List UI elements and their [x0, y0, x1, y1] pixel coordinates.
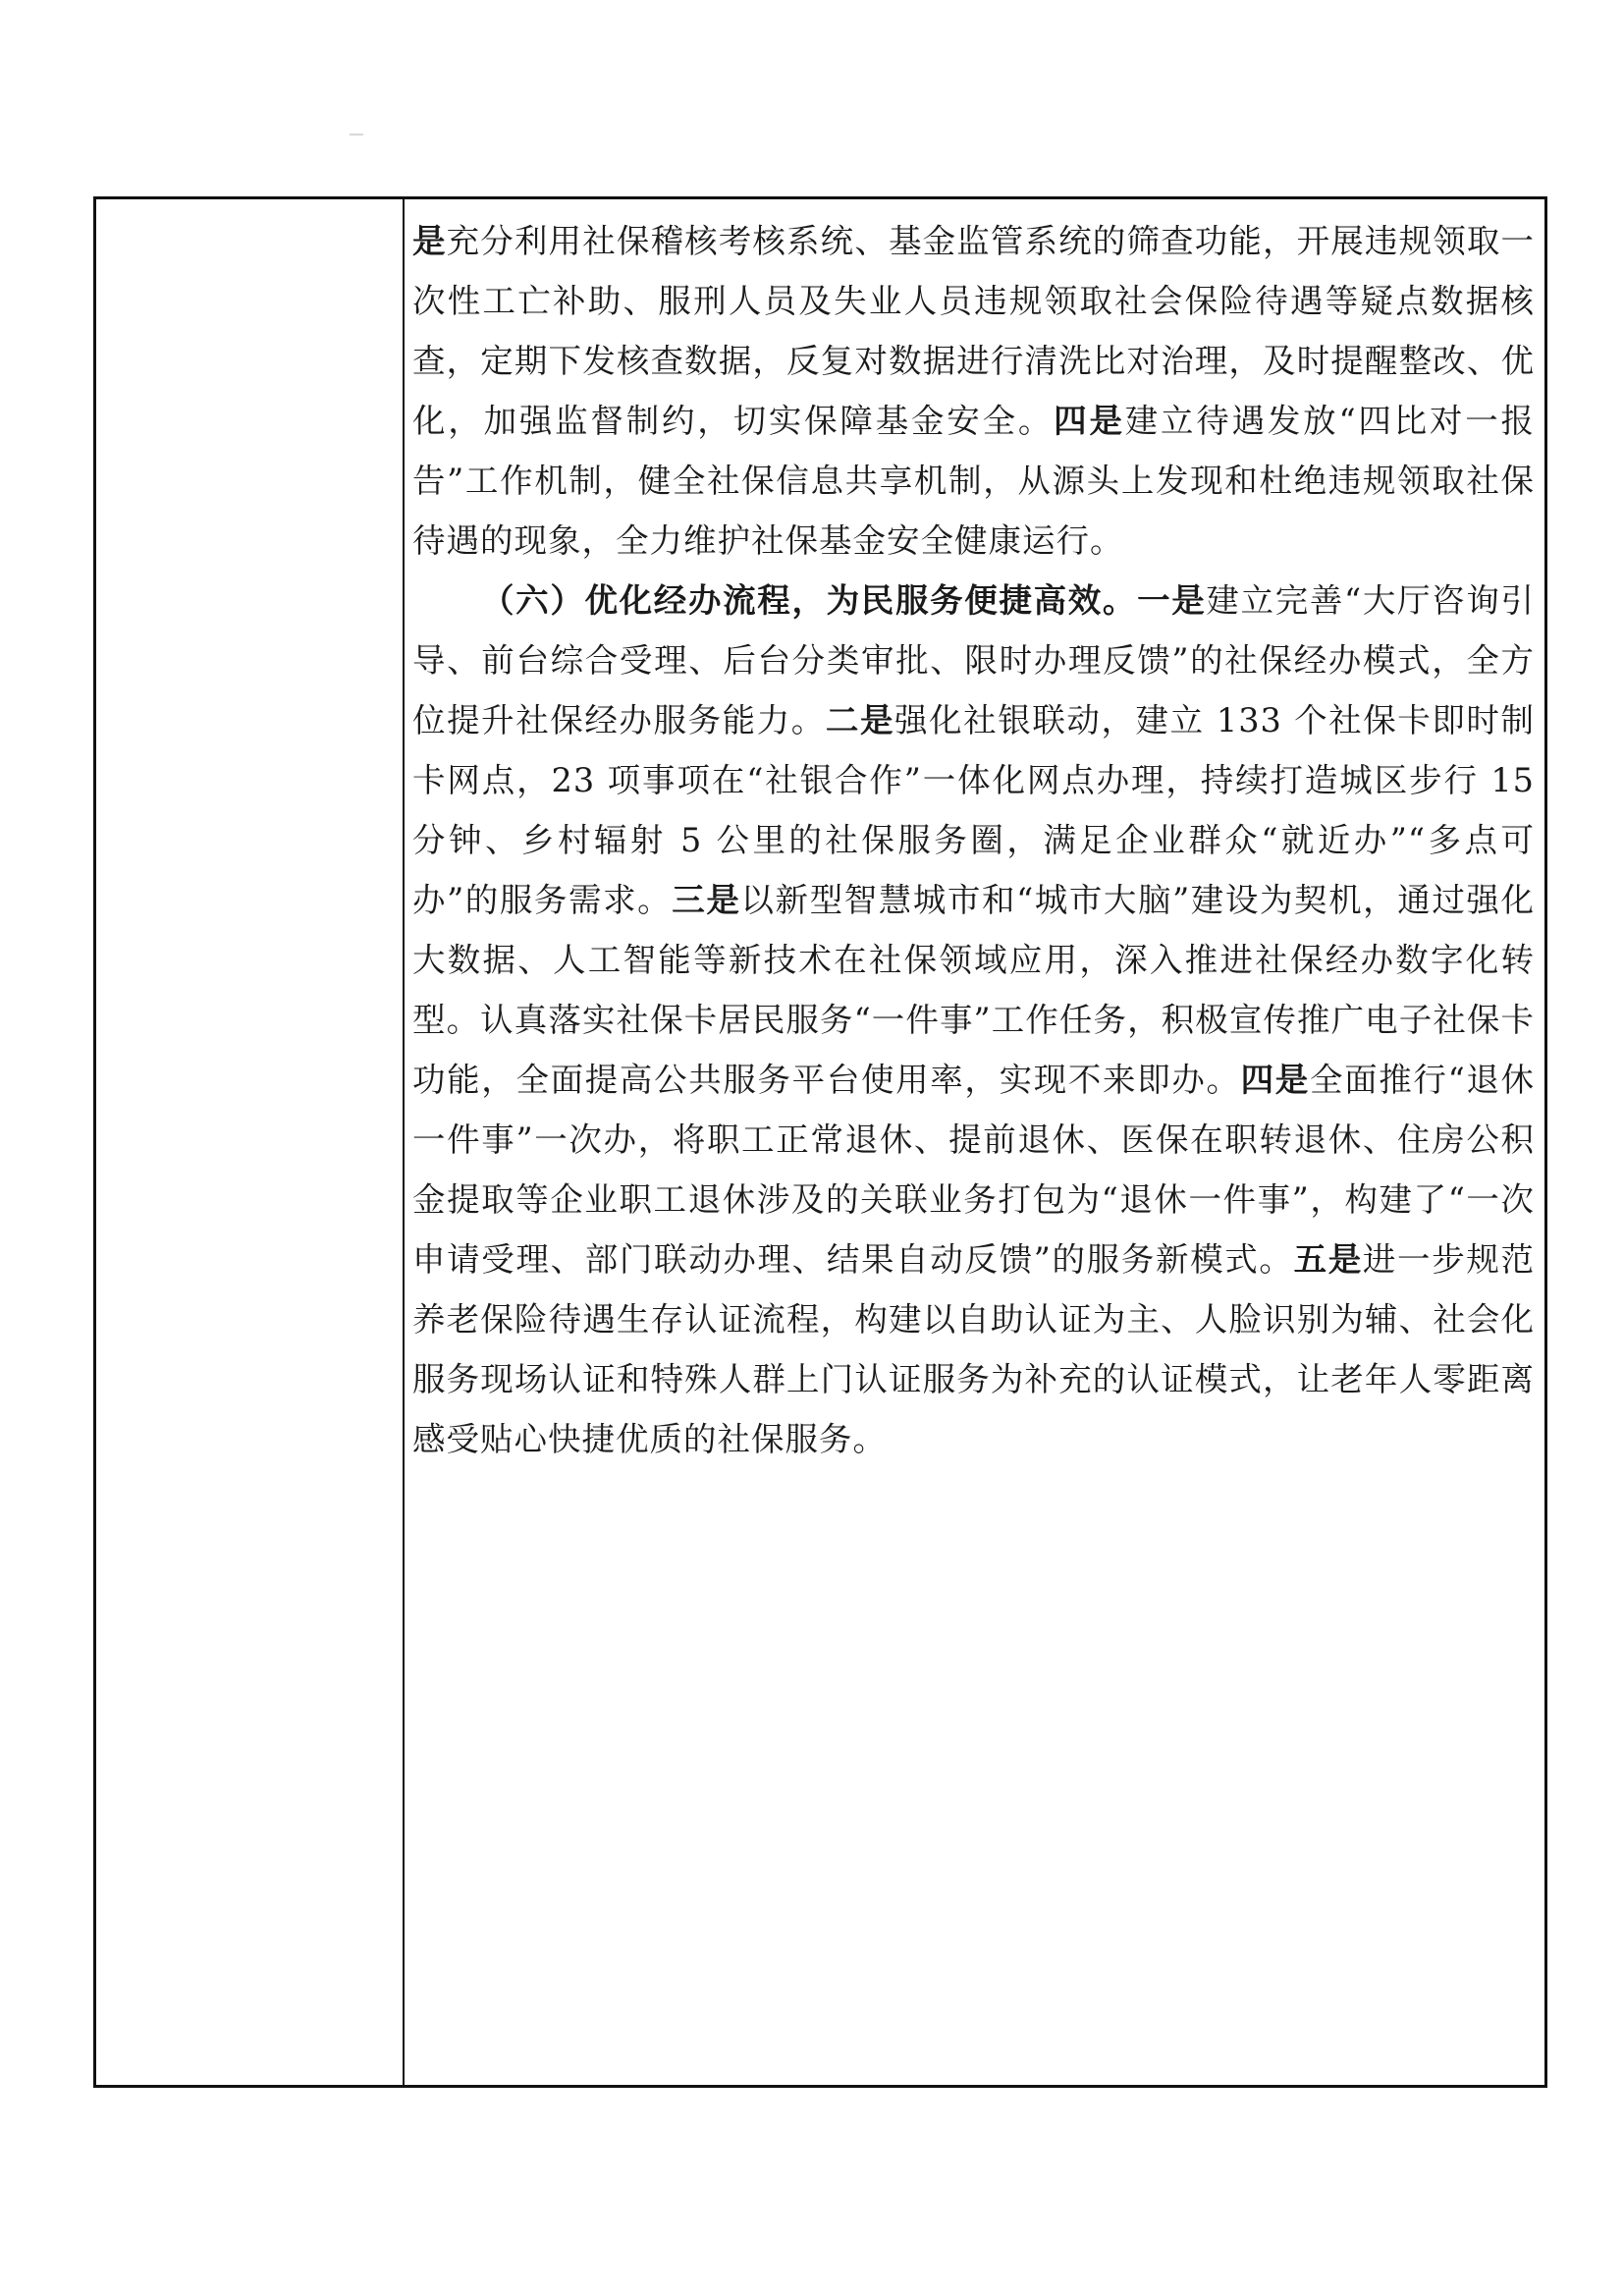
bold-lead: 二是	[825, 701, 895, 739]
form-table	[93, 196, 1547, 2088]
paragraph-text: 充分利用社保稽核考核系统、基金监管系统的筛查功能，开展违规领取一次性工亡补助、服刑人员及失业人员违规领取社会保险待遇等疑点数据核查，定期下发核查数据，反复对数据进行清洗比对治理，及时提醒整改、优化，加强监督制约，切实保障基金安全。	[412, 222, 1535, 440]
bold-lead: 五是	[1293, 1240, 1363, 1279]
paragraph-2	[412, 571, 1535, 1469]
paragraph-text: 进一步规范养老保险待遇生存认证流程，构建以自助认证为主、人脸识别为辅、社会化服务现场认证和特殊人群上门认证服务为补充的认证模式，让老年人零距离感受贴心快捷优质的社保服务。	[412, 1240, 1535, 1458]
bold-lead: 三是	[672, 881, 741, 919]
paragraph-text: 建立待遇发放“四比对一报告”工作机制，健全社保信息共享机制，从源头上发现和杜绝违规领取社保待遇的现象，全力维护社保基金安全健康运行。	[412, 402, 1536, 560]
bold-lead: 四是	[1240, 1061, 1310, 1099]
paragraph-text: 强化社银联动，建立 133 个社保卡即时制卡网点，23 项事项在“社银合作”一体化网点办理，持续打造城区步行 15 分钟、乡村辐射 5 公里的社保服务圈，满足企业群众“就近办”“多点可办”的服务需求。	[412, 701, 1536, 919]
label-cell	[96, 199, 405, 2085]
section-heading: （六）优化经办流程，为民服务便捷高效。一是	[481, 581, 1207, 620]
bold-lead: 是	[412, 222, 447, 260]
bold-lead: 四是	[1054, 402, 1125, 440]
paragraph-text: 以新型智慧城市和“城市大脑”建设为契机，通过强化大数据、人工智能等新技术在社保领域应用，深入推进社保经办数字化转型。认真落实社保卡居民服务“一件事”工作任务，积极宣传推广电子社保卡功能，全面提高公共服务平台使用率，实现不来即办。	[412, 881, 1535, 1099]
content-cell	[405, 199, 1544, 2085]
scan-artifact	[350, 134, 363, 136]
paragraph-text: 建立完善“大厅咨询引导、前台综合受理、后台分类审批、限时办理反馈”的社保经办模式，全方位提升社保经办服务能力。	[412, 581, 1535, 739]
paragraph-text: 全面推行“退休一件事”一次办，将职工正常退休、提前退休、医保在职转退休、住房公积金提取等企业职工退休涉及的关联业务打包为“退休一件事”，构建了“一次申请受理、部门联动办理、结果自动反馈”的服务新模式。	[412, 1061, 1536, 1279]
paragraph-1	[412, 211, 1535, 571]
